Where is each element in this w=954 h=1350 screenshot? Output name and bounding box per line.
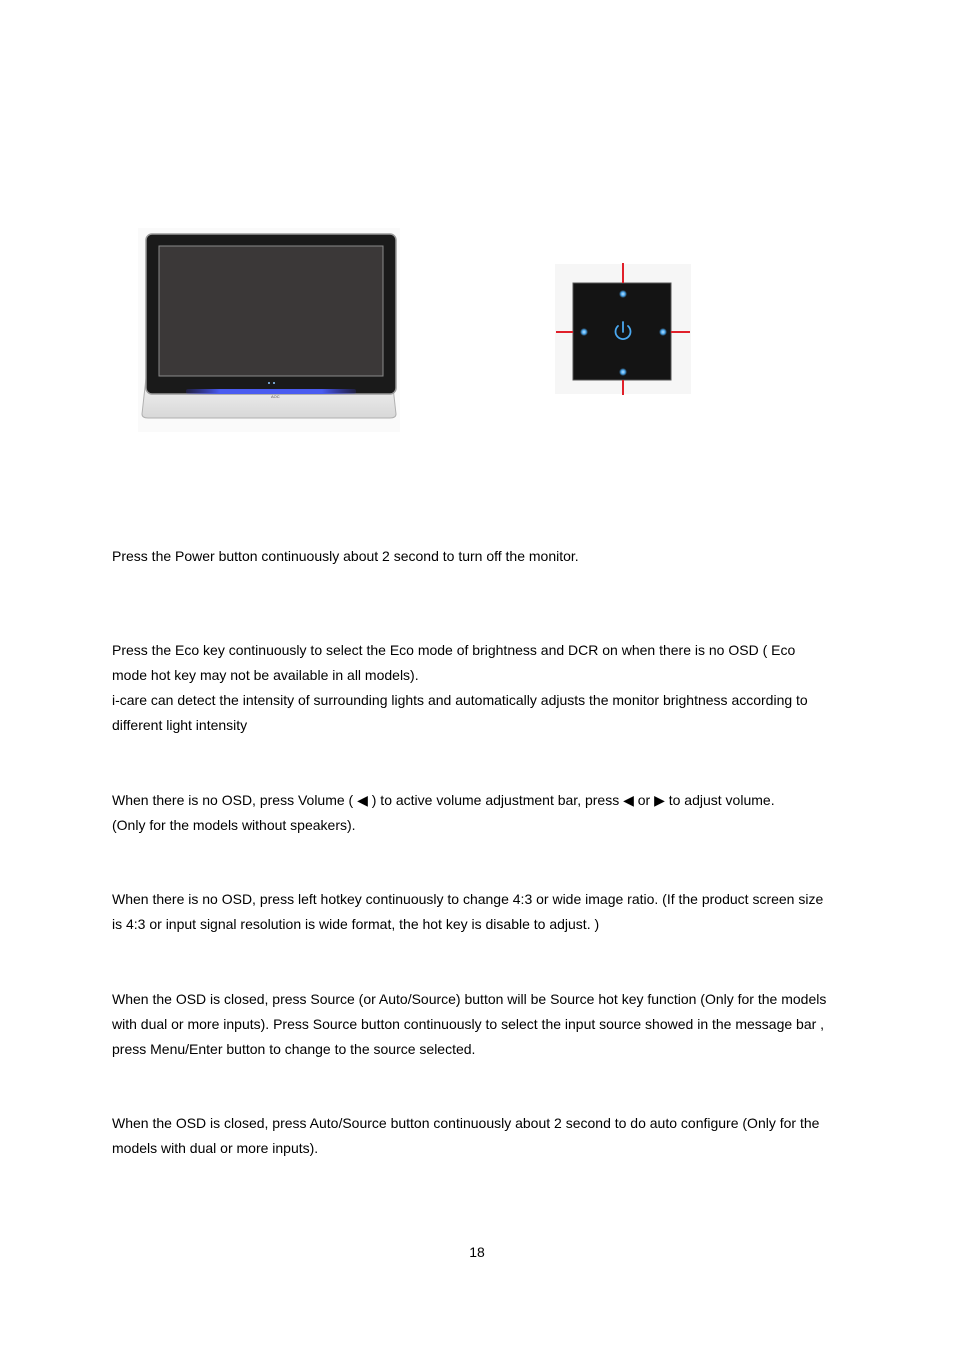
keypad-illustration [553, 262, 693, 396]
key-light-top [619, 290, 627, 298]
text-line: models with dual or more inputs). [112, 1140, 319, 1156]
text-line: When there is no OSD, press Volume ( ◀ ) to active volume adjustment bar, press ◀ or ▶ to adjust volume. [112, 792, 775, 808]
text-line: (Only for the models without speakers). [112, 817, 356, 833]
volume-paragraph [112, 788, 852, 838]
power-paragraph [112, 544, 852, 569]
monitor-led-dot [273, 382, 275, 384]
text-line: mode hot key may not be available in all models). [112, 667, 419, 683]
key-light-left [580, 328, 588, 336]
monitor-illustration [138, 228, 400, 432]
text-line: When the OSD is closed, press Auto/Source button continuously about 2 second to do auto configure (Only for the [112, 1115, 820, 1131]
text-line: with dual or more inputs). Press Source button continuously to select the input source showed in the message bar , [112, 1016, 825, 1032]
ratio-paragraph [112, 887, 852, 937]
monitor-brand-logo: AOC [271, 394, 280, 399]
source-paragraph [112, 987, 852, 1062]
text-line: When the OSD is closed, press Source (or Auto/Source) button will be Source hot key function (Only for the models [112, 991, 827, 1007]
text-line: Press the Power button continuously about 2 second to turn off the monitor. [112, 548, 579, 564]
eco-paragraph [112, 638, 852, 738]
text-line: When there is no OSD, press left hotkey continuously to change 4:3 or wide image ratio. (If the product screen size [112, 891, 824, 907]
monitor-led-dot [268, 382, 270, 384]
text-line: Press the Eco key continuously to select the Eco mode of brightness and DCR on when there is no OSD ( Eco [112, 642, 796, 658]
text-line: different light intensity [112, 717, 248, 733]
text-line: i-care can detect the intensity of surrounding lights and automatically adjusts the monitor brightness according to [112, 692, 808, 708]
key-light-right [659, 328, 667, 336]
auto-config-paragraph [112, 1111, 852, 1161]
text-line: press Menu/Enter button to change to the source selected. [112, 1041, 476, 1057]
monitor-screen [159, 246, 383, 376]
page-number: 18 [469, 1244, 485, 1260]
key-light-bottom [619, 368, 627, 376]
text-line: is 4:3 or input signal resolution is wide format, the hot key is disable to adjust. ) [112, 916, 600, 932]
